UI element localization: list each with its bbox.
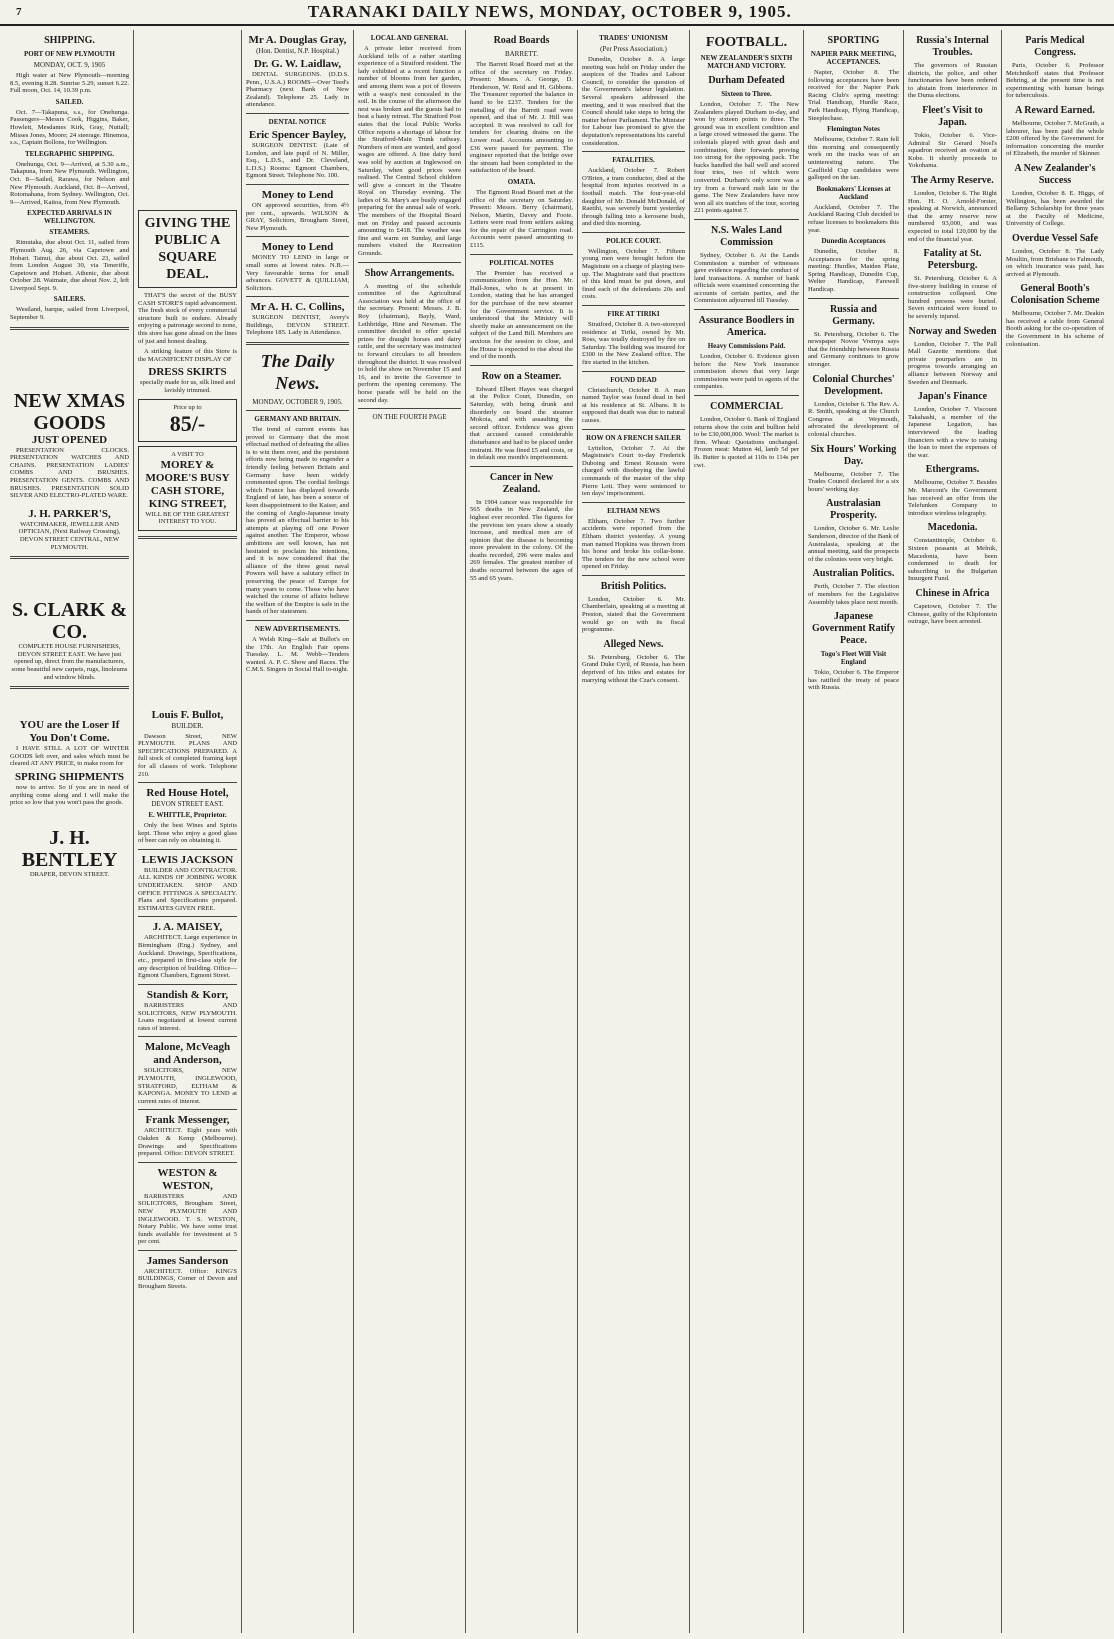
jackson-text: BUILDER AND CONTRACTOR. ALL KINDS OF JOBBING WORK UNDERTAKEN. SHOP AND OFFICE FITTINGS A SPECIALTY. Plans and Specifications prepared. ESTIMATES GIVEN FREE. — [138, 866, 237, 912]
sixhours-text: Melbourne, October 7. The Trades Council declared for a six hours' working day. — [808, 470, 899, 493]
road-text: The Barrett Road Board met at the office of the secretary on Friday. Present: Messrs. A. George, D. Henderson, W. Reid and H. Gibbons. The Treasurer reported the balance in hand to be £237. Tenders for the metalling of the Barrett road were opened, and that of Mr. J. Hill was accepted. It was resolved to call for tenders for clearing drains on the Lower road. Accounts amounting to £36 were passed for payment. The engineer reported that the bridge over the stream had been completed to the satisfaction of the board. — [470, 61, 573, 175]
messenger-text: ARCHITECT. Eight years with Oakden & Kemp (Melbourne). Drawings and Specifications prepared. Office: DEVON STREET. — [138, 1127, 237, 1158]
found-text: Christchurch, October 8. A man named Taylor was found dead in bed at his residence at St. Albans. It is supposed that death was due to natural causes. — [582, 386, 685, 424]
parker-name: J. H. PARKER'S, — [28, 507, 111, 520]
finance-heading: Japan's Finance — [917, 391, 988, 403]
steamers-heading: STEAMERS. — [49, 228, 90, 237]
fire-text: Stratford, October 8. A two-storeyed residence at Tiriki, owned by Mr. Ross, was totally destroyed by fire on Saturday. The building was insured for £300 in the New Zealand office. The fire started in the kitchen. — [582, 321, 685, 366]
clark-name: S. CLARK & CO. — [11, 599, 127, 644]
nsw-text: Sydney, October 6. At the Lands Commission a number of witnesses gave evidence regarding the conduct of land transactions. A number of bank officials were examined concerning the accounts of certain parties, and the Commission adjourned till Tuesday. — [694, 251, 799, 305]
divider — [10, 327, 129, 330]
store-ad — [138, 446, 237, 531]
column-ads — [134, 30, 242, 1633]
divider — [808, 298, 899, 299]
sanderson-text: ARCHITECT. Office: KING'S BUILDINGS, Corner of Devon and Brougham Streets. — [138, 1267, 237, 1291]
column-shipping — [6, 30, 134, 1633]
russia-internal-heading: Russia's Internal Troubles. — [916, 35, 989, 58]
ethergrams-text: Melbourne, October 7. Besides Mr. Marconi's the Government has received an offer from the Telefunken Company to introduce wireless telegraphy. — [908, 479, 997, 517]
column-telegrams — [578, 30, 690, 1633]
redhouse-addr: DEVON STREET EAST. — [151, 800, 224, 809]
newspaper-page — [6, 30, 1108, 1633]
macedonia-text: Constantinople, October 6. Sixteen peasants at Melnik, Macedonia, have been condemned to death for subscribing to the Bulgarian Insurgent Fund. — [908, 537, 997, 583]
divider — [138, 1250, 237, 1251]
editorial-heading: GERMANY AND BRITAIN. — [254, 415, 341, 424]
malone-text: SOLICITORS, NEW PLYMOUTH, INGLEWOOD, STRATFORD, ELTHAM & KAPONGA. MONEY TO LEND at current rates of interest. — [138, 1067, 237, 1105]
column-local — [354, 30, 466, 1633]
clark-desc: COMPLETE HOUSE FURNISHERS, DEVON STREET EAST. We have just opened up, direct from the manufacturers, some beautiful new carpets, rugs, linoleums and window blinds. — [11, 643, 128, 681]
unionism-text: Dunedin, October 8. A large meeting was held on Friday under the auspices of the Trades and Labour Council, to consider the question of the Government's labour legislation. Several speakers addressed the meeting, and it was resolved that the Council should take steps to bring the matter before Parliament. The Minister for Labour has promised to give the deputation's representations his careful consideration. — [582, 56, 685, 147]
success-heading: A New Zealander's Success — [1014, 162, 1096, 186]
bayley-text: SURGEON DENTIST. (Late of London, and late pupil of N. Miller, Esq., L.D.S., and Dr. Cleveland, L.D.S.) Rooms: Egmont Chambers, Egmont Street. Telephone No. 100. — [246, 141, 349, 180]
bentley-desc: DRAPER, DEVON STREET. — [29, 870, 110, 878]
divider — [138, 849, 237, 850]
russia-germany-text: St. Petersburg, October 6. The newspaper Novoe Vremya says that the friendship between Russia and Germany continues to grow stronger. — [808, 330, 899, 369]
spring-title: SPRING SHIPMENTS — [14, 770, 125, 783]
fatalities-heading: FATALITIES. — [612, 156, 655, 165]
british-heading: British Politics. — [600, 580, 667, 592]
sporting-heading: SPORTING — [827, 35, 880, 46]
napier-text: Napier, October 8. The following acceptances have been received for the Napier Park Racing Club's spring meeting: Trial Handicap, Hurdle Race, Park Handicap, Flying Handicap, Steeplechase. — [808, 69, 899, 122]
column-sporting — [804, 30, 904, 1633]
column-cables-2 — [1002, 30, 1108, 1633]
bullot-name: Louis F. Bullot, — [151, 708, 224, 721]
divider — [582, 371, 685, 372]
alleged-text: St. Petersburg, October 6. The Grand Duke Cyril, of Russia, has been deprived of his titles and estates for marrying without the Czar's consent. — [582, 653, 685, 684]
aus-politics-heading: Australian Politics. — [812, 568, 895, 580]
omata-heading: OMATA. — [507, 177, 536, 186]
show-heading: Show Arrangements. — [364, 267, 455, 279]
eltham-heading: ELTHAM NEWS — [607, 506, 660, 515]
australasian-heading: Australasian Prosperity. — [826, 498, 881, 522]
spring-text: now to arrive. So if you are in need of anything come along and I will make the price so low that you won't pass the goods. — [10, 783, 129, 807]
sailers-text: Westland, barque, sailed from Liverpool, September 9. — [10, 306, 129, 322]
gray-text: (Hon. Dentist, N.P. Hospital.) — [256, 47, 339, 55]
divider — [582, 429, 685, 430]
football-sub: NEW ZEALANDER'S SIXTH MATCH AND VICTORY. — [700, 54, 793, 70]
police-heading: POLICE COURT. — [606, 236, 661, 245]
police-text: Wellington, October 7. Fifteen young men were brought before the Magistrate on a charge of playing two-up. The Magistrate said that practices of this kind must be put down, and fined each of the defendants 20s and costs. — [582, 247, 685, 301]
british-text: London, October 6. Mr. Chamberlain, speaking at a meeting at Preston, stated that the Government would go on with its fiscal programme. — [582, 595, 685, 634]
overdue-heading: Overdue Vessel Safe — [1011, 232, 1099, 244]
divider — [138, 536, 237, 539]
divider — [138, 984, 237, 985]
japanese-text: Tokio, October 6. The Emperor has ratified the treaty of peace with Russia. — [808, 669, 899, 692]
napier-heading: NAPIER PARK MEETING, ACCEPTANCES. — [810, 50, 897, 66]
road-heading: Road Boards — [493, 35, 550, 46]
eltham-text: Eltham, October 7. Two further accidents were reported from the Eltham district yesterday. A young man named Hopkins was thrown from his horse and broke his collar-bone. The tenders for the new school were opened on Friday. — [582, 517, 685, 571]
fleet-text: Tokio, October 6. Vice-Admiral Sir Gerard Noel's squadron received an ovation at Kobe. It shortly proceeds to Yokohama. — [908, 131, 997, 170]
ethergrams-heading: Ethergrams. — [925, 464, 980, 476]
success-text: London, October 8. E. Higgs, of Wellington, has been awarded the Bellamy Scholarship for three years at the Faculty of Medicine, University of College. — [1006, 189, 1104, 228]
divider — [358, 262, 461, 263]
bullot-text: Dawson Street, NEW PLYMOUTH. PLANS AND SPECIFICATIONS PREPARED. A full stock of completed framing kept for all classes of work. Telephone 210. — [138, 732, 237, 778]
maisey-name: J. A. MAISEY, — [152, 921, 223, 934]
store-name: MOREY & MOORE'S BUSY CASH STORE, KING STREET, — [145, 458, 230, 510]
column-professional — [242, 30, 354, 1633]
found-heading: FOUND DEAD — [610, 375, 657, 384]
telegraphic-text: Onehunga, Oct. 9—Arrived, at 5.30 a.m., Takapuna, from New Plymouth. Wellington, Oct. 8—Sailed, Rarawa, for Nelson and New Plymouth. Auckland, Oct. 8—Arrived, Rotomahana, from Sydney. Wellington, Oct. 9—Arrived, Kaitoa, from New Plymouth. — [10, 160, 129, 206]
divider — [246, 113, 349, 114]
dunedin-heading: Dunedin Acceptances — [821, 237, 886, 246]
cancer-heading: Cancer in New Zealand. — [489, 471, 554, 495]
telegraphic-heading: TELEGRAPHIC SHIPPING. — [24, 149, 115, 158]
norway-text: London, October 7. The Pall Mall Gazette mentions that private pourparlers are in progress towards arranging an alliance between Norway and Sweden and Denmark. — [908, 340, 997, 386]
dress-text: specially made for us, silk lined and lavishly trimmed. — [139, 379, 236, 394]
divider — [470, 254, 573, 255]
divider — [694, 219, 799, 220]
unionism-press: (Per Press Association.) — [600, 45, 667, 53]
editorial-text: The trend of current events has proved to Germany that the most effectual method of defeating the allies is to win them over, and the persistent efforts now being made to engender a friendly feeling between Britain and Germany have been widely commented upon. The cordial feelings which France has displayed towards England of late, has been a source of keen disappointment to the Kaiser, and the coming of Anglo-Japanese treaty has proved an effectual barrier to his attempts at playing off one Power against another. The Emperor, whose ambitions are well known, has not hesitated to proclaim his intentions, and it is now considered that the alliance of the three great naval Powers will have a salutary effect in preserving the peace of Europe for many years to come. Those who have watched the course of affairs believe the welfare of the Empire is safe in the hands of her statesmen. — [246, 426, 349, 616]
durham-heading: Durham Defeated — [708, 75, 785, 86]
divider — [582, 232, 685, 233]
weston-text: BARRISTERS AND SOLICITORS, Brougham Street, NEW PLYMOUTH AND INGLEWOOD. T. S. WESTON, Notary Public. We have some trust funds available for investment at 5 per cent. — [138, 1192, 237, 1246]
alleged-heading: Alleged News. — [603, 638, 664, 650]
maisey-text: ARCHITECT. Large experience in Birmingham (Eng.) Sydney, and Auckland. Drawings, Specifications, etc., prepared in first-class style for any description of building. Office—Egmont Chambers, Egmont Street. — [138, 934, 237, 980]
price-box — [138, 399, 237, 443]
laidlaw-name: Dr. G. W. Laidlaw, — [253, 58, 342, 70]
divider — [582, 305, 685, 306]
loser-text: I HAVE STILL A LOT OF WINTER GOODS left over, and sales which must be cleared AT ANY PRICE, to make room for — [10, 745, 129, 768]
bentley-name: J. H. BENTLEY — [21, 826, 118, 871]
overdue-text: London, October 8. The Lady Moultin, from Brisbane to Falmouth, on which insurance was paid, has arrived at Plymouth. — [1006, 247, 1104, 278]
price-value: 85/- — [169, 411, 206, 437]
show-text: A meeting of the schedule committee of the Agricultural Association was held at the office of the secretary. Present: Messrs. J. B. Roy (chairman), Bayly, Ward, Lethbridge, Hine and Newman. The committee decided to offer special prizes for draught horses and dairy cattle, and the secretary was instructed to forward circulars to all breeders throughout the district. It was resolved to hold the show on November 15 and 16, and to invite the Governor to perform the opening ceremony. The horse parade will be held on the second day. — [358, 282, 461, 404]
paris-heading: Paris Medical Congress. — [1025, 35, 1085, 58]
colonial-text: London, October 6. The Rev. A. R. Smith, speaking at the Church Congress at Weymouth, advocated the development of colonial churches. — [808, 400, 899, 438]
commercial-heading: COMMERCIAL — [710, 401, 783, 413]
dental-notice-heading: DENTAL NOTICE — [268, 117, 327, 126]
assurance-text: London, October 6. Evidence given before the New York insurance commission shows that very large commissions were paid to agents of the companies. — [694, 353, 799, 391]
sanderson-name: James Sanderson — [146, 1254, 229, 1267]
assurance-sub: Heavy Commissions Paid. — [707, 342, 786, 351]
gray-name: Mr A. Douglas Gray, — [248, 34, 347, 46]
flemington-text: Melbourne, October 7. Rain fell this morning and consequently work on the tracks was of an uninteresting nature. The Caulfield Cup candidates were galloped on the tan. — [808, 136, 899, 182]
column-cables — [904, 30, 1002, 1633]
page-notice: ON THE FOURTH PAGE — [372, 413, 447, 422]
divider — [246, 620, 349, 621]
port-heading: PORT OF NEW PLYMOUTH — [24, 50, 115, 58]
paper-name: The Daily News. — [260, 351, 335, 394]
finance-text: London, October 7. Viscount Takahashi, a member of the Japanese Legation, has interviewed the leading financiers with a view to raising the loan to meet the expenses of the war. — [908, 406, 997, 459]
divider — [694, 395, 799, 396]
masthead — [0, 0, 1114, 26]
divider — [138, 1036, 237, 1037]
loser-title: YOU are the Loser If You Don't Come. — [19, 719, 120, 745]
sailed-heading: SAILED. — [55, 97, 84, 106]
road-sub: BARRETT. — [504, 50, 539, 58]
divider — [470, 365, 573, 366]
divider — [246, 236, 349, 237]
parker-desc: WATCHMAKER, JEWELLER AND OPTICIAN, (Next Railway Crossing), DEVON STREET CENTRAL, NEW PLYMOUTH. — [18, 520, 121, 551]
newspaper-title: TARANAKI DAILY NEWS, MONDAY, OCTOBER 9, 1905. — [307, 2, 792, 21]
paper-date: MONDAY, OCTOBER 9, 1905. — [252, 398, 343, 407]
french-heading: ROW ON A FRENCH SAILER — [586, 433, 681, 442]
sailed-text: Oct. 7—Takapuna, s.s., for Onehunga. Passengers—Messrs Cook, Higgins, Baker, Howlett, Mesdames Kirk, Gray, Nuttall; Misses Jones, Moore; 24 steerage. Hinemoa, s.s., Captain Bollons, for Wellington. — [10, 108, 129, 147]
bookmakers-text: Auckland, October 7. The Auckland Racing Club decided to refuse licenses to bookmakers this year. — [808, 203, 899, 234]
colonial-heading: Colonial Churches' Development. — [812, 373, 895, 397]
russia-germany-heading: Russia and Germany. — [830, 303, 877, 327]
sailers-heading: SAILERS. — [53, 295, 86, 304]
army-text: London, October 6. The Right Hon. H. O. Arnold-Forster, speaking at Norwich, announced that the army reserve now numbered 93,000, and was expected to total 120,000 by the end of the financial year. — [908, 189, 997, 243]
divider — [358, 408, 461, 409]
fatality-heading: Fatality at St. Petersburg. — [923, 248, 982, 272]
divider — [582, 575, 685, 576]
giving-title: GIVING THE PUBLIC A SQUARE DEAL. — [144, 216, 231, 282]
french-text: Lyttelton, October 7. At the Magistrate's Court to-day Frederick Duboing and Ernest Roussin were charged with disobeying the lawful commands of the master of the ship Pierre Loti. They were sentenced to ten days' imprisonment. — [582, 444, 685, 498]
redhouse-text: Only the best Wines and Spirits kept. Those who enjoy a good glass of beer can rely on obtaining it. — [138, 822, 237, 845]
political-text: The Premier has received a communication from the Hon. Mr. Hall-Jones, who is at present in London, stating that he has arranged for the purchase of the new steamer for the Government service. It is understood that the Ministry will shortly make an announcement on the subject of the Land Bill. Members are anxious for the session to close, and the House is expected to rise about the end of the month. — [470, 269, 573, 361]
display-text: A striking feature of this Store is the MAGNIFICENT DISPLAY OF — [138, 348, 237, 363]
shipping-heading: SHIPPING. — [44, 35, 95, 46]
bookmakers-heading: Bookmakers' Licenses at Auckland — [816, 184, 891, 201]
tides-text: High water at New Plymouth—morning 8.5, evening 8.28. Sunrise 5.29, sunset 6.22. Full moon, Oct. 14, 10.39 p.m. — [10, 72, 129, 95]
divider — [582, 151, 685, 152]
divider — [246, 342, 349, 345]
xmas-items: PRESENTATION CLOCKS. PRESENTATION WATCHES AND CHAINS. PRESENTATION LADIES' COMBS AND BRUSHES. PRESENTATION GENTS. COMBS AND BRUSHES. PRESENTATION SOLID SILVER AND ELECTRO-PLATED WARE. — [10, 446, 129, 500]
laidlaw-text: DENTAL SURGEONS. (D.D.S. Penn., U.S.A.) ROOMS—Over Teed's Pharmacy (next Bank of New Zealand). Telephone 25. Lady in attendance. — [246, 71, 349, 109]
divider — [246, 184, 349, 185]
money2-heading: Money to Lend — [261, 241, 334, 254]
assurance-heading: Assurance Boodlers in America. — [698, 315, 795, 339]
japanese-sub: Togo's Fleet Will Visit England — [820, 650, 887, 667]
cancer-text: In 1904 cancer was responsible for 565 deaths in New Zealand, the highest ever recorded. The figures for the previous ten years show a steady increase, and medical men are of opinion that the disease is becoming more prevalent in the colony. Of the deaths recorded, 296 were males and 269 females. The greatest number of deaths occurred between the ages of 55 and 65 years. — [470, 498, 573, 582]
durham-score: Sixteen to Three. — [721, 90, 772, 98]
expected-heading: EXPECTED ARRIVALS IN WELLINGTON. — [27, 209, 112, 226]
divider — [138, 782, 237, 783]
xmas-sub: JUST OPENED — [31, 433, 108, 446]
messenger-name: Frank Messenger, — [145, 1114, 230, 1127]
russia-internal-text: The governors of Russian districts, the police, and other functionaries have been ordered to abstain from interference in the Duma elections. — [908, 62, 997, 100]
steamer-text: Edward Elbert Hayes was charged at the Police Court, Dunedin, on Saturday, with being drunk and disorderly on board the steamer Mokoia, and with assaulting the second officer. Evidence was given that accused caused considerable disturbance and had to be placed under restraint. He was fined £5 and costs, or in default one month's imprisonment. — [470, 385, 573, 462]
commercial-text: London, October 6. Bank of England returns show the coin and bullion held to be £30,000,000. Wool: The market is firm. Wheat: Quotations unchanged. Frozen meat: Mutton 4d, lamb 5d per lb. Butter is quoted at 110s to 114s per cwt. — [694, 416, 799, 469]
divider — [246, 296, 349, 297]
africa-heading: Chinese in Africa — [915, 587, 990, 599]
fatality-text: St. Petersburg, October 6. A five-storey building in course of construction collapsed. One hundred persons were buried. Seven extricated were found to be severely injured. — [908, 275, 997, 321]
weston-name: WESTON & WESTON, — [157, 1166, 218, 1192]
busy-text: THAT'S the secret of the BUSY CASH STORE'S rapid advancement. The fresh stock of every commercial structure built to endure. Already enjoying a patronage second to none, this store has gone ahead on the lines of just and honest dealing. — [138, 292, 237, 345]
nsw-heading: N.S. Wales Land Commission — [711, 224, 782, 248]
booth-heading: General Booth's Colonisation Scheme — [1010, 283, 1100, 307]
football-text: London, October 7. The New Zealanders played Durham to-day, and won by sixteen points to three. The ground was in excellent condition and a large crowd witnessed the game. The colonials played with great dash and combination, their forwards proving too strong for the opposing pack. The backs handled the ball well and scored four tries, two of which were converted. Durham's only score was a try from a forward rush late in the game. The New Zealanders have now won all six matches of the tour, scoring 221 points against 7. — [694, 101, 799, 215]
divider — [10, 556, 129, 559]
divider — [138, 1109, 237, 1110]
column-road-boards — [466, 30, 578, 1633]
local-text: A private letter received from Auckland tells of a rather startling experience of a Stratford resident. The lady exhibited at a recent function a number of blooms from her garden, and among them was a pot of flowers with a wasp's nest concealed in the soil. In the course of the afternoon the nest was broken and the guests had to beat a hasty retreat. The Stratford Post states that the local Public Works Office reports a shortage of labour for the Stratford-Main Trunk railway. Numbers of men are wanted, and good wages are offered. A fine dairy herd was sold by auction at Inglewood on Saturday, when good prices were realised. The Central School children will give a concert in the Theatre Royal on Thursday evening. The ladies of St. Mary's are busily engaged preparing for the annual sale of work. The members of the Hospital Board met on Friday and passed accounts amounting to £418. The weather was fine and warm on Sunday, and large numbers visited the Recreation Grounds. — [358, 45, 461, 258]
page-number: 7 — [16, 6, 22, 18]
dunedin-text: Dunedin, October 8. Acceptances for the spring meeting: Hurdles, Maiden Plate, Spring Handicap, Dunedin Cup, Welter Handicap, Farewell Handicap. — [808, 248, 899, 294]
political-heading: POLITICAL NOTES — [489, 258, 554, 267]
aus-politics-text: Perth, October 7. The election of members for the Legislative Assembly takes place next month. — [808, 583, 899, 606]
malone-name: Malone, McVeagh and Anderson, — [144, 1041, 231, 1067]
bayley-name: Eric Spencer Bayley, — [248, 128, 347, 141]
sixhours-heading: Six Hours' Working Day. — [810, 443, 897, 467]
money-text: ON approved securities, from 4½ per cent., upwards. WILSON & GRAY, Solicitors, Brougham Street, New Plymouth. — [246, 201, 349, 232]
money2-text: MONEY TO LEND in large or small sums at lowest rates. N.B.—Very favourable terms for small advances. GOVETT & QUILLIAM, Solicitors. — [246, 254, 349, 292]
divider — [10, 686, 129, 689]
collins-name: Mr A. H. C. Collins, — [250, 301, 345, 314]
reward-text: Melbourne, October 7. McGrath, a labourer, has been paid the whole £200 offered by the Government for information concerning the murder of Elizabeth, the murder of Skinner. — [1006, 119, 1104, 158]
divider — [246, 410, 349, 411]
money-heading: Money to Lend — [261, 188, 334, 201]
dress-title: DRESS SKIRTS — [148, 366, 227, 379]
divider — [582, 502, 685, 503]
collins-text: SURGEON DENTIST, Avery's Buildings, DEVON STREET. Telephone 185. Lady in Attendance. — [246, 314, 349, 337]
steamer-heading: Row on a Steamer. — [481, 370, 562, 382]
whittle-proprietor: E. WHITTLE, Proprietor. — [148, 811, 227, 820]
fleet-heading: Fleet's Visit to Japan. — [922, 104, 983, 128]
standish-text: BARRISTERS AND SOLICITORS, NEW PLYMOUTH. Loans negotiated at lowest current rates of interest. — [138, 1002, 237, 1032]
macedonia-heading: Macedonia. — [927, 522, 978, 534]
army-heading: The Army Reserve. — [911, 174, 994, 186]
local-heading: LOCAL AND GENERAL — [370, 34, 449, 42]
visit-text: A VISIT TO — [171, 451, 204, 459]
column-football — [690, 30, 804, 1633]
football-heading: FOOTBALL. — [705, 35, 788, 50]
steamers-text: Rimutaka, due about Oct. 11, sailed from Plymouth Aug. 26, via Capetown and Hobart. Tainui, due about Oct. 23, sailed from London August 30, via Teneriffe, Capetown and Hobart. Athenic, due about October 28. Waimate, due about Nov. 2, left Liverpool Sept. 9. — [10, 239, 129, 292]
port-date: MONDAY, OCT. 9, 1905 — [33, 61, 106, 69]
giving-ad — [138, 210, 237, 288]
store-sub: WILL BE OF THE GREATEST INTEREST TO YOU. — [145, 510, 230, 526]
divider — [138, 916, 237, 917]
redhouse-name: Red House Hotel, — [146, 787, 229, 800]
booth-text: Melbourne, October 7. Mr. Deakin has received a cable from General Booth asking for the co-operation of the Government in his scheme of colonisation. — [1006, 310, 1104, 348]
bullot-title: BUILDER. — [171, 721, 204, 730]
reward-heading: A Reward Earned. — [1015, 104, 1095, 116]
norway-heading: Norway and Sweden — [908, 325, 997, 337]
new-ads-text: A Welsh King—Sale at Bullot's on the 17th. An English Fair opens Tuesday. L. M. Webb—Tenders wanted. A. P. C. Show and Races. The C.M.S. Singers in Social Hall to-night. — [246, 635, 349, 674]
omata-text: The Egmont Road Board met at the office of the secretary on Saturday. Present: Messrs. Berry (chairman), Nelson, Martin, Davey and Foote. Letters were read from settlers asking for the repair of the Carrington road. Accounts were passed amounting to £115. — [470, 188, 573, 250]
africa-text: Capetown, October 7. The Chinese, guilty of the Klipfontein outrage, have been arrested. — [908, 602, 997, 626]
flemington-heading: Flemington Notes — [827, 125, 880, 134]
paris-text: Paris, October 6. Professor Metchnikoff states that Professor Behring, at the present time is not experimenting with human beings for tuberculosis. — [1006, 62, 1104, 100]
fatalities-text: Auckland, October 7. Robert O'Brien, a tram conductor, died at the hospital from injuries received in a football match. The four-year-old daughter of Mr. Donald McDonald, of Raetihi, was severely burnt yesterday through falling into a kerosene bush, and died this morning. — [582, 167, 685, 228]
australasian-text: London, October 6. Mr. Leslie Sanderson, director of the Bank of Australasia, speaking at the annual meeting, said the prospects of the colonies were very bright. — [808, 525, 899, 563]
fire-heading: FIRE AT TIRIKI — [607, 310, 660, 319]
divider — [694, 309, 799, 310]
divider — [470, 466, 573, 467]
xmas-title: NEW XMAS GOODS — [13, 389, 126, 434]
japanese-heading: Japanese Government Ratify Peace. — [811, 611, 896, 647]
standish-name: Standish & Korr, — [146, 989, 229, 1001]
unionism-heading: TRADES' UNIONISM — [599, 34, 668, 42]
jackson-name: LEWIS JACKSON — [141, 853, 234, 866]
divider — [138, 1162, 237, 1163]
new-ads-heading: NEW ADVERTISEMENTS. — [254, 624, 341, 633]
price-label: Price up to — [173, 403, 202, 411]
